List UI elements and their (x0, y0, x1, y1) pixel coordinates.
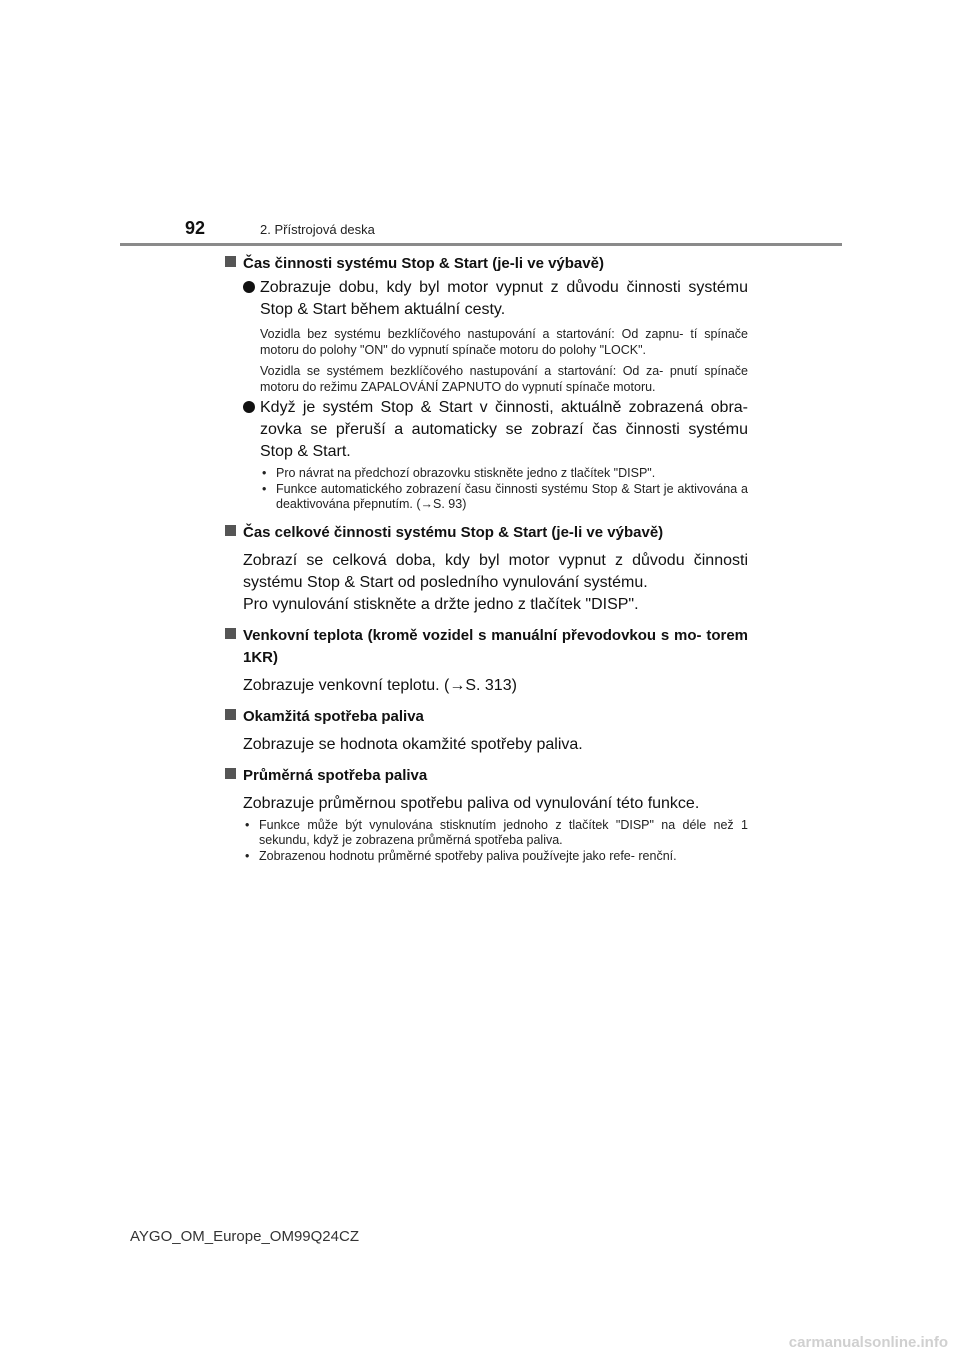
square-bullet-icon (225, 256, 236, 267)
page-content (222, 253, 748, 864)
section-instant-fuel-consumption (222, 706, 748, 756)
paragraph: Zobrazí se celková doba, kdy byl motor vypnut z důvodu činnosti systému Stop & Start od posledního vynulování systému. (243, 551, 748, 591)
subnote: • Pro návrat na předchozí obrazovku stiskněte jedno z tlačítek "DISP". (262, 466, 656, 480)
section-total-stop-start-time (222, 522, 748, 616)
subnote-list (260, 466, 748, 513)
paragraph: Pro vynulování stiskněte a držte jedno z tlačítek "DISP". (243, 595, 639, 613)
chapter-title: 2. Přístrojová deska (260, 222, 375, 237)
section-title: Čas celkové činnosti systému Stop & Start (je-li ve výbavě) (243, 523, 664, 541)
section-average-fuel-consumption (222, 765, 748, 865)
paragraph: Zobrazuje průměrnou spotřebu paliva od vynulování této funkce. (243, 794, 700, 812)
subnote: • Zobrazenou hodnotu průměrné spotřeby paliva používejte jako refe- renční. (245, 848, 677, 863)
list-item (222, 277, 748, 395)
page-number: 92 (185, 218, 206, 238)
paragraph: Zobrazuje se hodnota okamžité spotřeby paliva. (243, 735, 583, 753)
list-item (222, 397, 748, 513)
footer-document-code: AYGO_OM_Europe_OM99Q24CZ (130, 1228, 359, 1245)
bullet-text: Když je systém Stop & Start v činnosti, aktuálně zobrazená obra- zovka se přeruší a automaticky se zobrazí čas činnosti systému Stop & Start. (260, 399, 748, 460)
subnote-text: Pro návrat na předchozí obrazovku stiskněte jedno z tlačítek "DISP". (276, 466, 656, 480)
note-text: Vozidla bez systému bezklíčového nastupování a startování: Od zapnu- tí spínače motoru do polohy "ON" do vypnutí spínače motoru do polohy "LOCK". (260, 327, 748, 357)
section-title: Čas činnosti systému Stop & Start (je-li ve výbavě) (243, 255, 604, 272)
subnote-list (243, 818, 748, 865)
subnote-text: Zobrazenou hodnotu průměrné spotřeby paliva používejte jako refe- renční. (259, 848, 677, 863)
watermark: carmanualsonline.info (788, 1334, 948, 1351)
paragraph: Zobrazuje venkovní teplotu. (→S. 313) (243, 676, 517, 694)
subnote: • Funkce automatického zobrazení času činnosti systému Stop & Start je aktivována a deaktivována přepnutím. (→S. 93) (262, 481, 748, 511)
square-bullet-icon (225, 768, 236, 779)
section-stop-start-time (222, 253, 748, 513)
section-title: Venkovní teplota (kromě vozidel s manuální převodovkou s mo- torem 1KR) (243, 626, 748, 666)
section-outside-temperature (222, 625, 748, 697)
circle-bullet-icon (243, 281, 255, 293)
bullet-text: Zobrazuje dobu, kdy byl motor vypnut z důvodu činnosti systému Stop & Start během aktuální cesty. (260, 279, 748, 318)
section-title: Průměrná spotřeba paliva (243, 766, 428, 784)
square-bullet-icon (225, 628, 236, 639)
subnote-text: Funkce může být vynulována stisknutím jednoho z tlačítek "DISP" na déle než 1 sekundu, když je zobrazena průměrná spotřeba paliva. (259, 817, 748, 847)
header-rule (120, 243, 842, 246)
subnote: • Funkce může být vynulována stisknutím jednoho z tlačítek "DISP" na déle než 1 sekundu, když je zobrazena průměrná spotřeba paliva. (245, 817, 748, 847)
note-text: Vozidla se systémem bezklíčového nastupování a startování: Od za- pnutí spínače motoru do režimu ZAPALOVÁNÍ ZAPNUTO do vypnutí spínače motoru. (260, 364, 748, 394)
square-bullet-icon (225, 709, 236, 720)
subnote-text: Funkce automatického zobrazení času činnosti systému Stop & Start je aktivována a deaktivována přepnutím. (→S. 93) (276, 481, 748, 511)
section-title: Okamžitá spotřeba paliva (243, 707, 424, 725)
square-bullet-icon (225, 525, 236, 536)
circle-bullet-icon (243, 401, 255, 413)
